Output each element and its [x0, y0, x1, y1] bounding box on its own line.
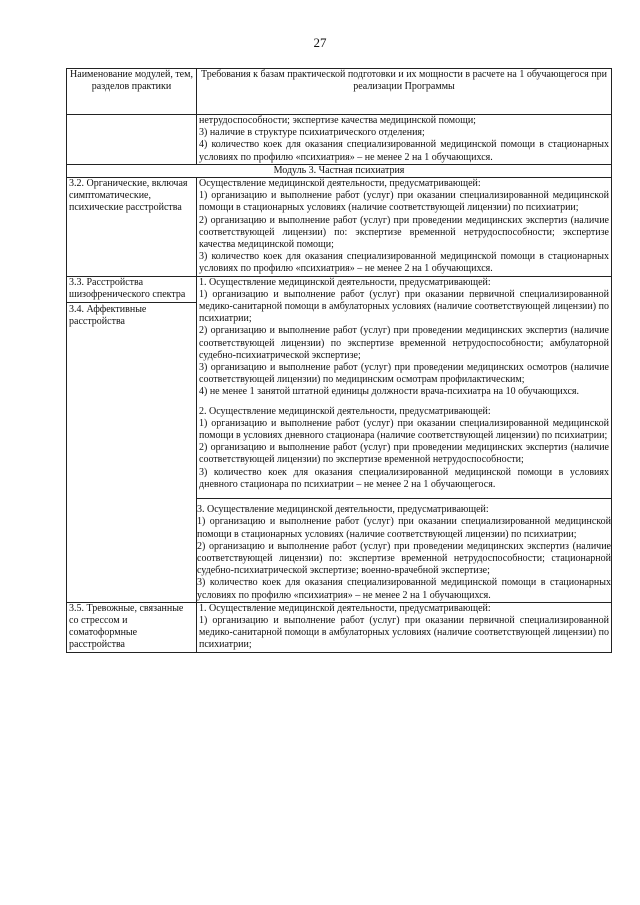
- requirement-line: 1) организацию и выполнение работ (услуг) при оказании специализированной медицинской помощи в стационарных условиях (наличие соответствующей лицензии) по психиатрии;: [197, 516, 611, 540]
- requirement-line: 3. Осуществление медицинской деятельности, предусматривающей:: [197, 504, 489, 516]
- requirements-cell: [197, 276, 612, 602]
- topic-cell: 3.2. Органические, включая симптоматические, психические расстройства: [67, 178, 197, 277]
- requirement-line: 3) количество коек для оказания специализированной медицинской помощи в стационарных условиях по профилю «психиатрия» – не менее 2 на 1 обучающихся.: [199, 251, 609, 275]
- module-row: [67, 164, 612, 177]
- requirement-line: 2) организацию и выполнение работ (услуг) при проведении медицинских экспертиз (наличие соответствующей лицензии) по: экспертизе временной нетрудоспособности; экспертизе качества медицинской помощи;: [199, 214, 609, 251]
- topic-title: 3.4. Аффективные расстройства: [67, 302, 196, 328]
- table-row: [67, 178, 612, 277]
- header-col-topics: Наименование модулей, тем, разделов практики: [67, 69, 197, 115]
- requirement-line: нетрудоспособности; экспертизе качества медицинской помощи;: [199, 115, 476, 126]
- topic-title: 3.3. Расстройства шизофренического спектра: [69, 276, 186, 300]
- requirement-line: 2) организацию и выполнение работ (услуг) при проведении медицинских экспертиз (наличие соответствующей лицензии) по: экспертизе временной нетрудоспособности; стационарной судебно-психиатрической экспертизе; военно-врачебной экспертизе;: [197, 540, 611, 577]
- requirement-line: 1. Осуществление медицинской деятельности, предусматривающей:: [199, 276, 491, 288]
- requirement-line: 1) организацию и выполнение работ (услуг) при оказании первичной специализированной медико-санитарной помощи в амбулаторных условиях (наличие соответствующей лицензии) по психиатрии;: [199, 288, 609, 325]
- requirement-line: 4) количество коек для оказания специализированной медицинской помощи в стационарных условиях по профилю «психиатрия» – не менее 2 на 1 обучающихся.: [199, 139, 609, 163]
- requirements-block: [197, 498, 611, 602]
- requirement-line: Осуществление медицинской деятельности, предусматривающей:: [199, 178, 481, 190]
- requirement-line: 2) организацию и выполнение работ (услуг) при проведении медицинских экспертиз (наличие соответствующей лицензии) по экспертизе временной нетрудоспособности; амбулаторной судебно-психиатрической экспертизе;: [199, 325, 609, 361]
- requirements-table: [66, 68, 612, 653]
- requirement-line: 4) не менее 1 занятой штатной единицы должности врача-психиатра на 10 обучающихся.: [199, 386, 580, 398]
- requirements-cell: [197, 178, 612, 277]
- requirement-line: 3) наличие в структуре психиатрического отделения;: [199, 127, 425, 139]
- requirements-block: [199, 277, 609, 399]
- page-number: 27: [313, 35, 327, 50]
- requirement-line: 2) организацию и выполнение работ (услуг) при проведении медицинских экспертиз (наличие соответствующей лицензии) по экспертизе временной нетрудоспособности;: [199, 442, 609, 466]
- requirements-cell: [197, 115, 612, 165]
- requirement-line: 2. Осуществление медицинской деятельности, предусматривающей:: [199, 405, 491, 417]
- requirement-line: 3) организацию и выполнение работ (услуг) при проведении медицинских осмотров (наличие соответствующей лицензии) по медицинским осмотрам профилактическим;: [199, 362, 609, 386]
- requirements-block: [199, 406, 609, 491]
- requirement-line: 3) количество коек для оказания специализированной медицинской помощи в условиях дневного стационара по психиатрии – не менее 2 на 1 обучающегося.: [199, 466, 609, 490]
- requirement-line: 1) организацию и выполнение работ (услуг) при оказании специализированной медицинской помощи в стационарных условиях (наличие соответствующей лицензии) по психиатрии;: [199, 190, 609, 214]
- table-row: [67, 602, 612, 652]
- table-row: [67, 115, 612, 165]
- header-col-requirements: Требования к базам практической подготовки и их мощности в расчете на 1 обучающегося при реализации Программы: [197, 69, 612, 115]
- requirement-line: 1) организацию и выполнение работ (услуг) при оказании первичной специализированной медико-санитарной помощи в амбулаторных условиях (наличие соответствующей лицензии) по психиатрии;: [199, 614, 609, 651]
- requirement-line: 1) организацию и выполнение работ (услуг) при оказании специализированной медицинской помощи в условиях дневного стационара (наличие соответствующей лицензии) по психиатрии;: [199, 417, 609, 442]
- requirement-line: 3) количество коек для оказания специализированной медицинской помощи в стационарных условиях по профилю «психиатрия» – не менее 2 на 1 обучающихся.: [197, 577, 611, 601]
- topic-cell-empty: [67, 115, 197, 165]
- requirements-cell: [197, 602, 612, 652]
- table-header-row: [67, 69, 612, 115]
- topic-cell: [67, 276, 197, 602]
- table-row: [67, 276, 612, 602]
- topic-cell: 3.5. Тревожные, связанные со стрессом и соматоформные расстройства: [67, 602, 197, 652]
- module-title: Модуль 3. Частная психиатрия: [67, 164, 612, 177]
- requirement-line: 1. Осуществление медицинской деятельности, предусматривающей:: [199, 602, 491, 614]
